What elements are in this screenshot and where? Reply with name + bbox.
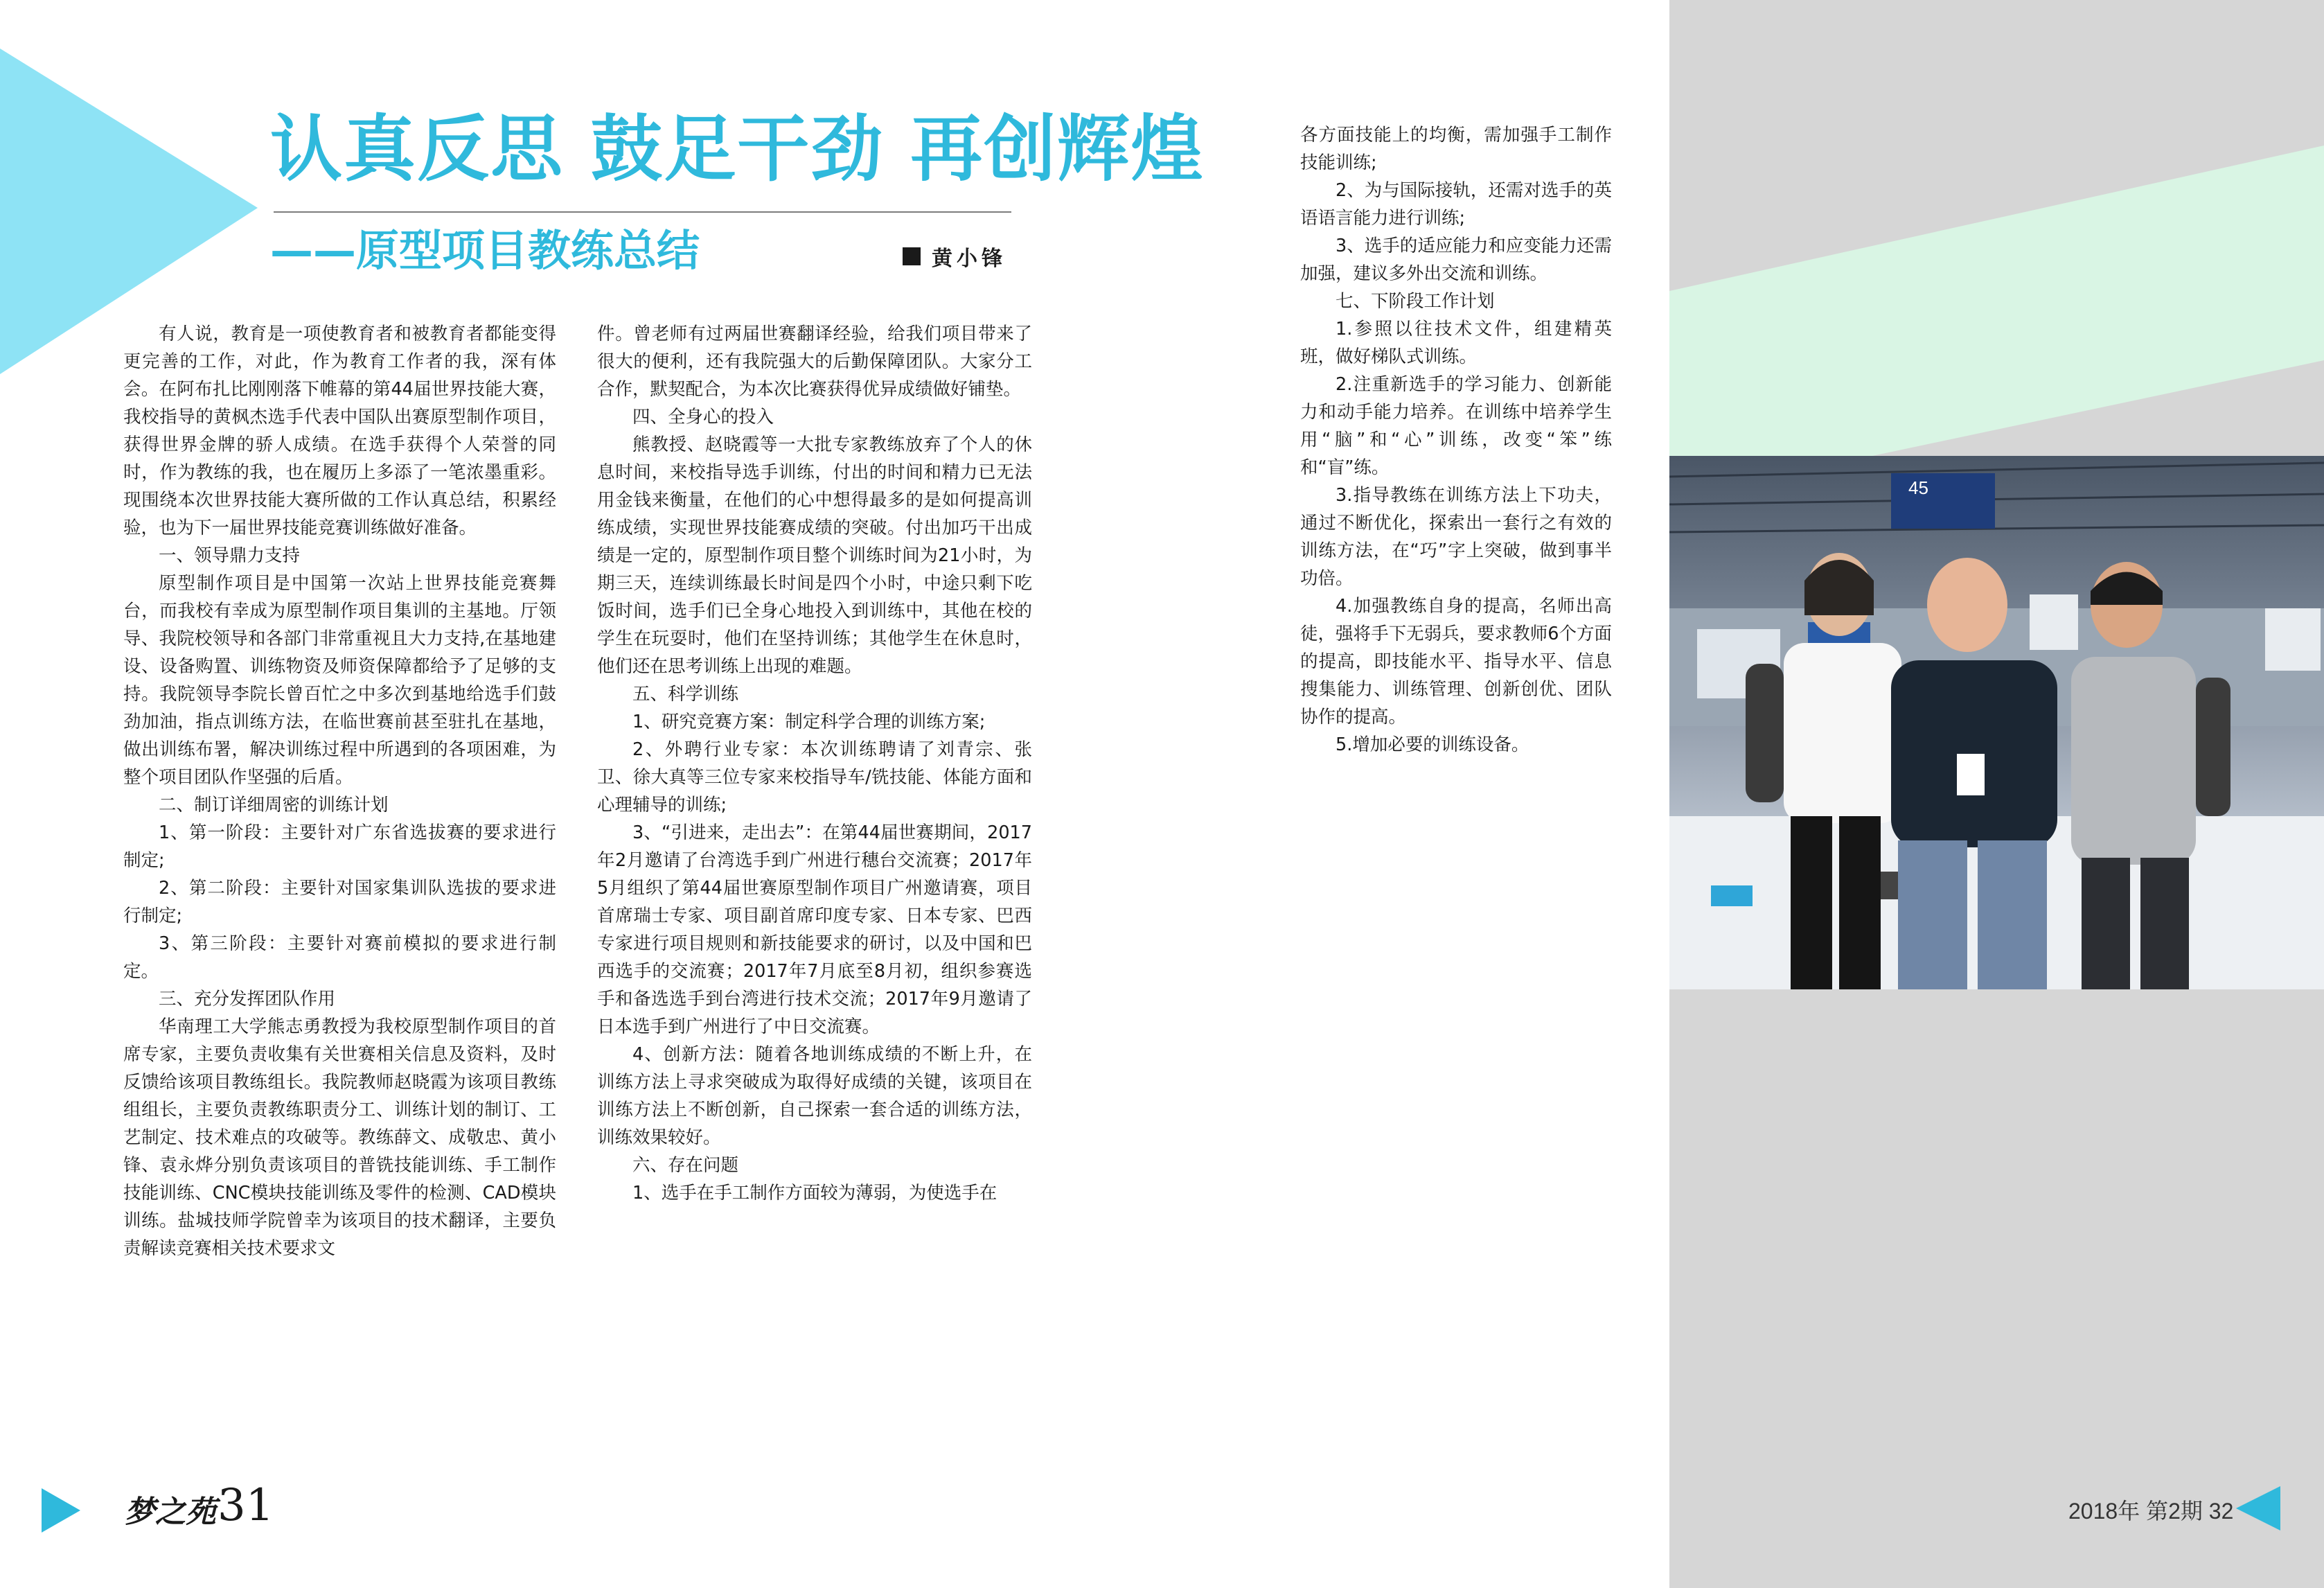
paragraph: 4、创新方法：随着各地训练成绩的不断上升，在训练方法上寻求突破成为取得好成绩的关键，该项目在训练方法上不断创新，自己探索一套合适的训练方法，训练效果较好。 bbox=[597, 1044, 1032, 1148]
section-heading: 一、领导鼎力支持 bbox=[159, 545, 301, 566]
team-photo bbox=[1669, 456, 2324, 989]
paragraph: 2、为与国际接轨，还需对选手的英语语言能力进行训练; bbox=[1300, 180, 1612, 229]
paragraph: 3、“引进来，走出去”：在第44届世赛期间，2017年2月邀请了台湾选手到广州进行穗台交流赛；2017年5月组织了第44届世赛原型制作项目广州邀请赛，项目首席瑞士专家、项目副首席印度专家、日本专家、巴西专家进行项目规则和新技能要求的研讨，以及中国和巴西选手的交流赛；2017年7月底至8月初，组织参赛选手和备选选手到台湾进行技术交流；2017年9月邀请了日本选手到广州进行了中日交流赛。 bbox=[597, 822, 1032, 1037]
page-number-left: 31 bbox=[218, 1480, 274, 1531]
issue-and-page: 2018年 第2期 32 bbox=[2068, 1499, 2234, 1524]
paragraph: 2.注重新选手的学习能力、创新能力和动手能力培养。在训练中培养学生用“脑”和“心”训练，改变“笨”练和“盲”练。 bbox=[1300, 374, 1612, 478]
footer-triangle-icon bbox=[42, 1488, 83, 1533]
paragraph: 3、第三阶段：主要针对赛前模拟的要求进行制定。 bbox=[123, 933, 556, 982]
author-name: 黄小锋 bbox=[932, 247, 1006, 271]
section-heading: 七、下阶段工作计划 bbox=[1336, 291, 1495, 312]
text-column-2 bbox=[597, 320, 1032, 1207]
magazine-brand: 梦之苑 bbox=[125, 1494, 216, 1530]
paragraph: 2、外聘行业专家：本次训练聘请了刘青宗、张卫、徐大真等三位专家来校指导车/铣技能、体能方面和心理辅导的训练; bbox=[597, 739, 1032, 815]
paragraph: 1、选手在手工制作方面较为薄弱，为使选手在 bbox=[632, 1183, 997, 1203]
paragraph: 件。曾老师有过两届世赛翻译经验，给我们项目带来了很大的便利，还有我院强大的后勤保障团队。大家分工合作，默契配合，为本次比赛获得优异成绩做好铺垫。 bbox=[597, 324, 1032, 400]
paragraph: 1、研究竞赛方案：制定科学合理的训练方案; bbox=[632, 712, 986, 732]
section-heading: 四、全身心的投入 bbox=[632, 407, 774, 427]
group-photo-icon bbox=[1669, 456, 2324, 989]
paragraph: 有人说，教育是一项使教育者和被教育者都能变得更完善的工作，对此，作为教育工作者的我，深有体会。在阿布扎比刚刚落下帷幕的第44届世界技能大赛，我校指导的黄枫杰选手代表中国队出赛原型制作项目，获得世界金牌的骄人成绩。在选手获得个人荣誉的同时，作为教练的我，也在履历上多添了一笔浓墨重彩。现围绕本次世界技能大赛所做的工作认真总结，积累经验，也为下一届世界技能竞赛训练做好准备。 bbox=[123, 324, 556, 538]
paragraph: 3、选手的适应能力和应变能力还需加强，建议多外出交流和训练。 bbox=[1300, 236, 1612, 284]
title-divider bbox=[274, 211, 1011, 213]
hall-sign-number: 45 bbox=[1908, 477, 1928, 498]
text-column-1 bbox=[123, 320, 556, 1262]
paragraph: 原型制作项目是中国第一次站上世界技能竞赛舞台，而我校有幸成为原型制作项目集训的主基地。厅领导、我院校领导和各部门非常重视且大力支持,在基地建设、设备购置、训练物资及师资保障都给予了足够的支持。我院领导李院长曾百忙之中多次到基地给选手们鼓劲加油，指点训练方法，在临世赛前甚至驻扎在基地，做出训练布署，解决训练过程中所遇到的各项困难，为整个项目团队作坚强的后盾。 bbox=[123, 573, 556, 788]
paragraph: 各方面技能上的均衡，需加强手工制作技能训练; bbox=[1300, 125, 1612, 173]
paragraph: 1.参照以往技术文件，组建精英班，做好梯队式训练。 bbox=[1300, 319, 1612, 367]
section-heading: 五、科学训练 bbox=[632, 684, 739, 705]
mint-band-decoration bbox=[1669, 0, 2324, 499]
text-column-3 bbox=[1300, 121, 1612, 759]
paragraph: 华南理工大学熊志勇教授为我校原型制作项目的首席专家，主要负责收集有关世赛相关信息及资料，及时反馈给该项目教练组长。我院教师赵晓霞为该项目教练组组长，主要负责教练职责分工、训练计划的制订、工艺制定、技术难点的攻破等。教练薛文、成敬忠、黄小锋、袁永烨分别负责该项目的普铣技能训练、手工制作技能训练、CNC模块技能训练及零件的检测、CAD模块训练。盐城技师学院曾幸为该项目的技术翻译，主要负责解读竞赛相关技术要求文 bbox=[123, 1016, 556, 1259]
paragraph: 4.加强教练自身的提高，名师出高徒，强将手下无弱兵，要求教师6个方面的提高，即技能水平、指导水平、信息搜集能力、训练管理、创新创优、团队协作的提高。 bbox=[1300, 596, 1612, 727]
footer-triangle-right-icon bbox=[2236, 1486, 2285, 1530]
paragraph: 2、第二阶段：主要针对国家集训队选拔的要求进行制定; bbox=[123, 878, 556, 926]
paragraph: 1、第一阶段：主要针对广东省选拔赛的要求进行制定; bbox=[123, 822, 556, 871]
section-heading: 三、充分发挥团队作用 bbox=[159, 989, 336, 1009]
article-subtitle: ——原型项目教练总结 bbox=[270, 225, 700, 276]
article-title: 认真反思 鼓足干劲 再创辉煌 bbox=[270, 106, 1205, 191]
author-byline bbox=[903, 239, 1006, 274]
section-heading: 六、存在问题 bbox=[632, 1155, 739, 1176]
section-heading: 二、制订详细周密的训练计划 bbox=[159, 795, 389, 815]
paragraph: 3.指导教练在训练方法上下功夫，通过不断优化，探索出一套行之有效的训练方法，在“巧”字上突破，做到事半功倍。 bbox=[1300, 485, 1612, 589]
paragraph: 5.增加必要的训练设备。 bbox=[1336, 734, 1529, 755]
author-square-icon bbox=[903, 247, 921, 265]
paragraph: 熊教授、赵晓霞等一大批专家教练放弃了个人的休息时间，来校指导选手训练，付出的时间和精力已无法用金钱来衡量，在他们的心中想得最多的是如何提高训练成绩，实现世界技能赛成绩的突破。付出加巧干出成绩是一定的，原型制作项目整个训练时间为21小时，为期三天，连续训练最长时间是四个小时，中途只剩下吃饭时间，选手们已全身心地投入到训练中，其他在校的学生在玩耍时，他们在坚持训练；其他学生在休息时，他们还在思考训练上出现的难题。 bbox=[597, 434, 1032, 677]
